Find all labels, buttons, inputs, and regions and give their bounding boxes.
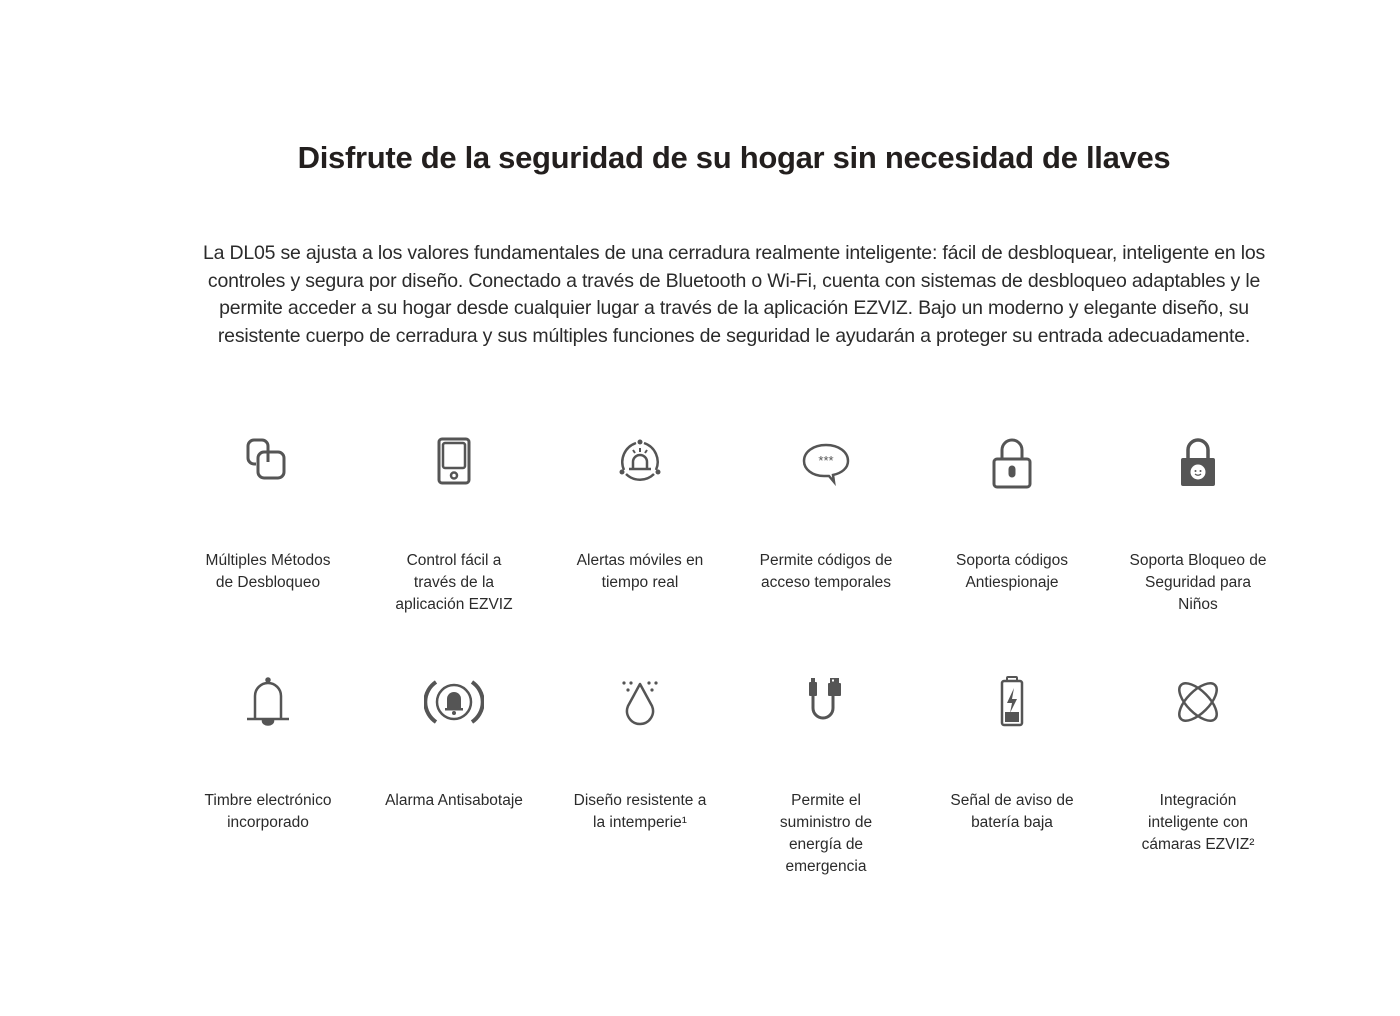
feature-label: Soporta códigos Antiespionaje <box>955 552 1069 591</box>
feature-label: Permite códigos de acceso temporales <box>759 552 893 591</box>
phone-app-icon <box>424 432 484 492</box>
feature-child-lock <box>1105 432 1291 616</box>
page-title: Disfrute de la seguridad de su hogar sin necesidad de llaves <box>297 140 1171 175</box>
feature-emergency-power <box>733 672 919 878</box>
water-drop-icon <box>610 672 670 732</box>
svg-text:***: *** <box>818 453 834 468</box>
siren-alert-icon <box>610 432 670 492</box>
feature-label: Soporta Bloqueo de Seguridad para Niños <box>1129 552 1267 613</box>
feature-weather-resistant <box>547 672 733 878</box>
feature-label: Señal de aviso de batería baja <box>950 792 1074 831</box>
feature-tamper-alarm <box>361 672 547 878</box>
alarm-bell-icon <box>424 672 484 732</box>
battery-icon <box>982 672 1042 732</box>
product-description: La DL05 se ajusta a los valores fundamentales de una cerradura realmente inteligente: fácil de desbloquear, inteligente en los controles y segura por diseño. Conectado a través de Bluetooth o Wi-Fi, cuenta con sistemas de desbloqueo adaptables y le permite acceder a su hogar desde cualquier lugar a través de la aplicación EZVIZ. Bajo un moderno y elegante diseño, su resistente cuerpo de cerradura y sus múltiples funciones de seguridad le ayudarán a proteger su entrada adecuadamente. <box>202 242 1266 347</box>
feature-phone-app <box>361 432 547 616</box>
feature-label: Timbre electrónico incorporado <box>204 792 332 831</box>
feature-multiple-methods <box>175 432 361 616</box>
feature-label: Integración inteligente con cámaras EZVIZ² <box>1141 792 1255 853</box>
feature-label: Permite el suministro de energía de emergencia <box>779 792 873 875</box>
feature-label: Múltiples Métodos de Desbloqueo <box>205 552 331 591</box>
padlock-icon <box>982 432 1042 492</box>
child-lock-icon <box>1168 432 1228 492</box>
feature-label: Alarma Antisabotaje <box>385 792 523 809</box>
multiple-methods-icon <box>238 432 298 492</box>
feature-temp-codes <box>733 432 919 616</box>
feature-low-battery <box>919 672 1105 878</box>
feature-label: Alertas móviles en tiempo real <box>576 552 704 591</box>
features-row-1 <box>175 432 1293 616</box>
orbit-integration-icon <box>1168 672 1228 732</box>
feature-camera-integration <box>1105 672 1291 878</box>
feature-mobile-alerts <box>547 432 733 616</box>
usb-cable-icon <box>796 672 856 732</box>
feature-doorbell <box>175 672 361 878</box>
password-bubble-icon <box>796 432 856 492</box>
feature-anti-peep <box>919 432 1105 616</box>
feature-label: Control fácil a través de la aplicación EZVIZ <box>395 552 513 613</box>
doorbell-icon <box>238 672 298 732</box>
features-row-2 <box>175 672 1293 878</box>
feature-label: Diseño resistente a la intemperie¹ <box>573 792 707 831</box>
